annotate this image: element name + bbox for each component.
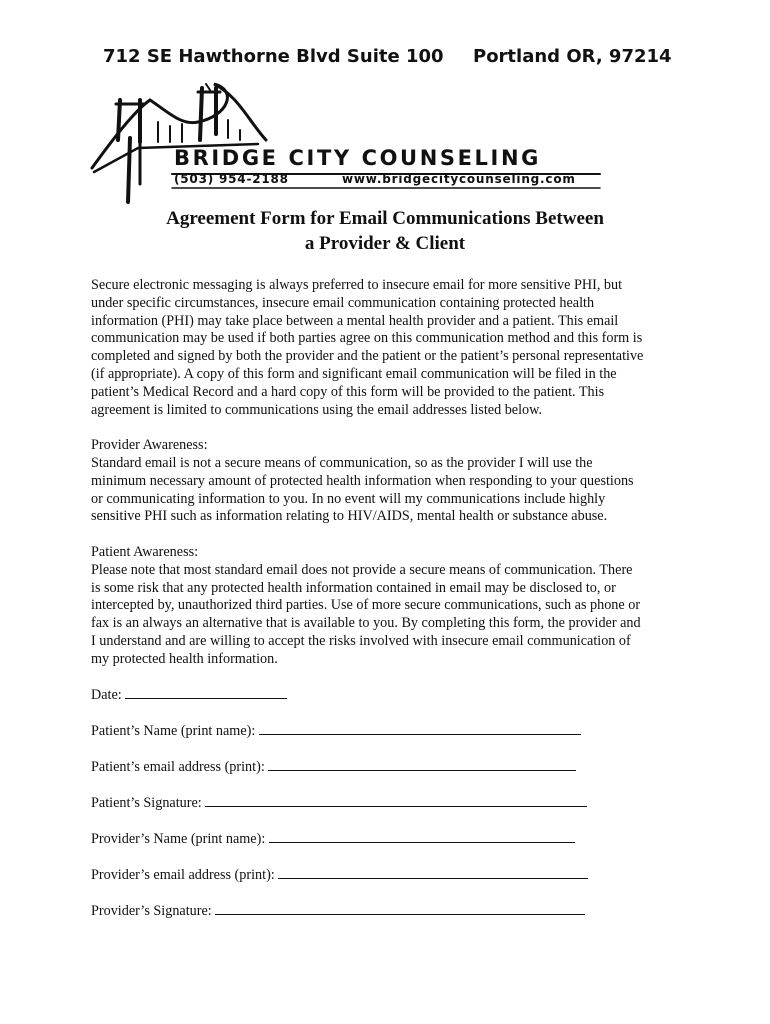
patient-name-label: Patient’s Name (print name): — [91, 723, 256, 739]
text-line: information (PHI) may take place between a mental health provider and a patient. This email — [91, 312, 619, 329]
text-line: minimum necessary amount of protected health information when responding to your questions — [91, 472, 634, 489]
date-label: Date: — [91, 687, 122, 703]
patient-signature-label: Patient’s Signature: — [91, 795, 202, 811]
patient-awareness-section — [91, 544, 691, 669]
intro-paragraph — [91, 277, 691, 419]
text-line: agreement is limited to communications using the email addresses listed below. — [91, 401, 543, 418]
provider-email-label: Provider’s email address (print): — [91, 867, 275, 883]
provider-name-field — [91, 830, 575, 848]
text-line: patient’s Medical Record and a hard copy of this form will be provided to the patient. This — [91, 383, 605, 400]
form-title-line-1: Agreement Form for Email Communications Between — [166, 208, 604, 229]
logo-phone: (503) 954-2188 — [174, 172, 289, 186]
patient-name-field — [91, 722, 581, 740]
bridge-city-counseling-logo — [88, 80, 608, 206]
provider-signature-label: Provider’s Signature: — [91, 903, 212, 919]
patient-name-blank[interactable] — [259, 722, 581, 735]
provider-name-blank[interactable] — [269, 830, 575, 843]
provider-signature-blank[interactable] — [215, 902, 585, 915]
text-line: intercepted by, unauthorized third parties. Use of more secure communications, such as phone or — [91, 597, 641, 614]
provider-awareness-section — [91, 437, 691, 526]
provider-signature-field — [91, 902, 585, 920]
address-header — [0, 46, 770, 70]
text-line: Please note that most standard email does not provide a secure means of communication. There — [91, 561, 633, 578]
provider-awareness-heading: Provider Awareness: — [91, 437, 208, 454]
form-title — [91, 206, 679, 256]
provider-email-field — [91, 866, 588, 884]
patient-email-label: Patient’s email address (print): — [91, 759, 265, 775]
street-address: 712 SE Hawthorne Blvd Suite 100 — [103, 46, 444, 67]
date-field — [91, 686, 287, 704]
provider-email-blank[interactable] — [278, 866, 588, 879]
patient-signature-field — [91, 794, 587, 812]
text-line: I understand and are willing to accept the risks involved with insecure email communication of — [91, 632, 631, 649]
form-title-line-2: a Provider & Client — [304, 233, 466, 254]
text-line: fax is an always an alternative that is available to you. By completing this form, the provider and — [91, 615, 641, 632]
text-line: or communicating information to you. In no event will my communications include highly — [91, 490, 606, 507]
patient-signature-blank[interactable] — [205, 794, 587, 807]
bridge-graphic-icon — [88, 80, 608, 206]
city-state-zip: Portland OR, 97214 — [473, 46, 672, 67]
text-line: communication may be used if both parties agree on this communication method and this form is — [91, 330, 643, 347]
logo-website: www.bridgecitycounseling.com — [342, 172, 576, 186]
text-line: Secure electronic messaging is always preferred to insecure email for more sensitive PHI, but — [91, 277, 623, 293]
provider-name-label: Provider’s Name (print name): — [91, 831, 266, 847]
patient-email-blank[interactable] — [268, 758, 576, 771]
text-line: sensitive PHI such as information relating to HIV/AIDS, mental health or substance abuse. — [91, 508, 608, 525]
form-body — [91, 277, 691, 669]
patient-email-field — [91, 758, 576, 776]
text-line: is some risk that any protected health information contained in email may be disclosed to, or — [91, 579, 616, 596]
text-line: under specific circumstances, insecure email communication containing protected health — [91, 294, 595, 311]
logo-company-name: BRIDGE CITY COUNSELING — [174, 146, 541, 170]
text-line: (if appropriate). A copy of this form and significant email communication will be filed in the — [91, 365, 617, 382]
patient-awareness-heading: Patient Awareness: — [91, 543, 199, 560]
text-line: my protected health information. — [91, 650, 278, 667]
date-blank[interactable] — [125, 686, 287, 699]
text-line: completed and signed by both the provider and the patient or the patient’s personal representative — [91, 348, 644, 365]
text-line: Standard email is not a secure means of communication, so as the provider I will use the — [91, 454, 593, 471]
